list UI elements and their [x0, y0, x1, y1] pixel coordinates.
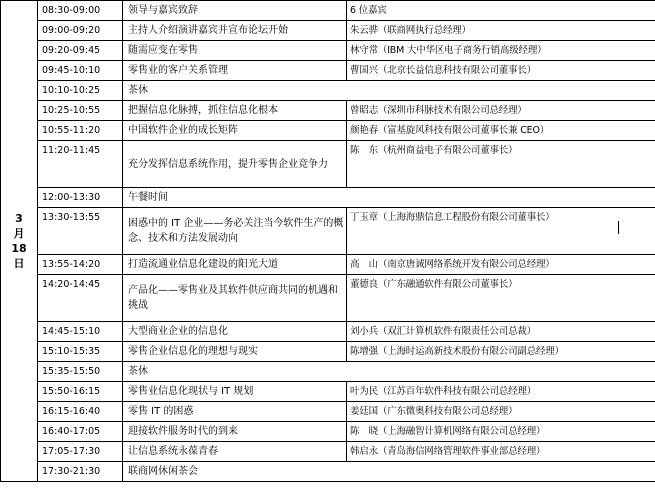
speaker-cell: 刘小兵（双汇计算机软件有限责任公司总裁） — [347, 322, 655, 342]
date-day-number: 18 — [11, 242, 27, 255]
time-cell: 15:50-16:15 — [38, 382, 123, 402]
topic-cell: 零售 IT 的困惑 — [123, 402, 347, 422]
topic-cell: 零售业的客户关系管理 — [123, 61, 347, 81]
date-month-number: 3 — [15, 212, 23, 225]
topic-cell: 中国软件企业的成长矩阵 — [123, 121, 347, 141]
table-row — [1, 322, 655, 342]
speaker-cell: 叶为民（江苏百年软件科技有限公司总经理） — [347, 382, 655, 402]
speaker-cell: 韩启永（青岛海信网络管理软件事业部总经理） — [347, 442, 655, 462]
table-row — [1, 275, 655, 322]
table-row — [1, 342, 655, 362]
time-cell: 10:10-10:25 — [38, 81, 123, 101]
table-row — [1, 61, 655, 81]
topic-cell: 大型商业企业的信息化 — [123, 322, 347, 342]
topic-cell: 打造流通业信息化建设的阳光大道 — [123, 255, 347, 275]
speaker-cell: 高 山（南京唐诚网络系统开发有限公司总经理） — [347, 255, 655, 275]
topic-cell: 产品化——零售业及其软件供应商共同的机遇和挑战 — [123, 275, 347, 322]
table-row — [1, 121, 655, 141]
time-cell: 09:45-10:10 — [38, 61, 123, 81]
time-cell: 15:10-15:35 — [38, 342, 123, 362]
speaker-cell: 朱云骅（联商网执行总经理） — [347, 21, 655, 41]
time-cell: 08:30-09:00 — [38, 1, 123, 21]
topic-cell: 领导与嘉宾致辞 — [123, 1, 347, 21]
topic-cell: 零售业信息化现状与 IT 规划 — [123, 382, 347, 402]
topic-cell: 零售企业信息化的理想与现实 — [123, 342, 347, 362]
speaker-cell: 董德良（广东融通软件有限公司董事长） — [347, 275, 655, 322]
table-row — [1, 141, 655, 188]
time-cell: 10:55-11:20 — [38, 121, 123, 141]
table-row — [1, 188, 655, 208]
table-row — [1, 21, 655, 41]
topic-cell: 随需应变在零售 — [123, 41, 347, 61]
topic-cell: 联商网休闲茶会 — [123, 462, 655, 482]
table-row — [1, 402, 655, 422]
topic-cell: 主持人介绍演讲嘉宾并宣布论坛开始 — [123, 21, 347, 41]
topic-cell: 困惑中的 IT 企业——务必关注当今软件生产的概念、技术和方法发展动向 — [123, 208, 347, 255]
table-row — [1, 382, 655, 402]
speaker-cell: 姜廷国（广东微奥科技有限公司总经理） — [347, 402, 655, 422]
date-day-char: 日 — [13, 257, 25, 270]
topic-cell: 充分发挥信息系统作用，提升零售企业竞争力 — [123, 141, 347, 188]
time-cell: 15:35-15:50 — [38, 362, 123, 382]
speaker-cell: 6 位嘉宾 — [347, 1, 655, 21]
table-row — [1, 442, 655, 462]
speaker-cell: 陈 东（杭州商益电子有限公司董事长） — [347, 141, 655, 188]
speaker-cell: 林守常（IBM 大中华区电子商务行销高级经理） — [347, 41, 655, 61]
speaker-cell: 丁玉章（上海海鼎信息工程股份有限公司董事长） — [347, 208, 655, 255]
table-row — [1, 208, 655, 255]
table-row — [1, 81, 655, 101]
time-cell: 09:00-09:20 — [38, 21, 123, 41]
table-row — [1, 101, 655, 121]
table-row — [1, 462, 655, 482]
time-cell: 11:20-11:45 — [38, 141, 123, 188]
date-month-char: 月 — [13, 227, 25, 240]
time-cell: 17:30-21:30 — [38, 462, 123, 482]
time-cell: 12:00-13:30 — [38, 188, 123, 208]
speaker-cell: 陈 晓（上海融智计算机网络有限公司总经理） — [347, 422, 655, 442]
speaker-cell: 陈增强（上海时运高新技术股份有限公司副总经理） — [347, 342, 655, 362]
table-row — [1, 41, 655, 61]
time-cell: 16:15-16:40 — [38, 402, 123, 422]
time-cell: 14:20-14:45 — [38, 275, 123, 322]
topic-cell: 茶休 — [123, 81, 655, 101]
text-cursor — [618, 221, 619, 234]
table-row — [1, 255, 655, 275]
time-cell: 10:25-10:55 — [38, 101, 123, 121]
topic-cell: 把握信息化脉搏，抓住信息化根本 — [123, 101, 347, 121]
time-cell: 14:45-15:10 — [38, 322, 123, 342]
speaker-cell: 曹国兴（北京长益信息科技有限公司董事长） — [347, 61, 655, 81]
time-cell: 09:20-09:45 — [38, 41, 123, 61]
date-cell — [1, 1, 38, 482]
topic-cell: 茶休 — [123, 362, 655, 382]
topic-cell: 迎接软件服务时代的到来 — [123, 422, 347, 442]
time-cell: 17:05-17:30 — [38, 442, 123, 462]
speaker-cell: 颜艳春（富基旋风科技有限公司董事长兼 CEO） — [347, 121, 655, 141]
topic-cell: 午餐时间 — [123, 188, 655, 208]
time-cell: 13:55-14:20 — [38, 255, 123, 275]
speaker-cell: 曾昭志（深圳市科脉技术有限公司总经理） — [347, 101, 655, 121]
table-row — [1, 362, 655, 382]
time-cell: 16:40-17:05 — [38, 422, 123, 442]
table-row — [1, 1, 655, 21]
table-row — [1, 422, 655, 442]
time-cell: 13:30-13:55 — [38, 208, 123, 255]
topic-cell: 让信息系统永葆青春 — [123, 442, 347, 462]
